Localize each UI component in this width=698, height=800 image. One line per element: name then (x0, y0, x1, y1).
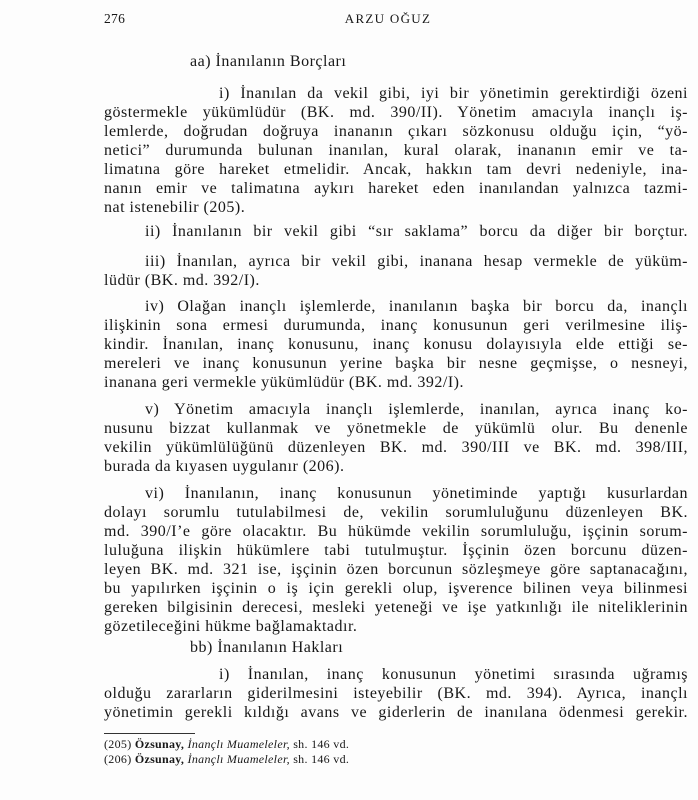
paragraph-aa-iii (104, 252, 688, 290)
paragraph-line: yönetimin gerekli kıldığı avans ve giderlerin de inanılana ödenmesi gerekir. (104, 704, 688, 721)
footnote-pages: sh. 146 vd. (293, 737, 350, 751)
paragraph-line: ii) İnanılanın bir vekil gibi “sır saklama” borcu da diğer bir borçtur. (145, 223, 688, 240)
paragraph-line: ilişkinin sona ermesi durumunda, inanç konusunun geri verilmesine iliş- (104, 317, 688, 334)
paragraph-line: nanın emir ve talimatına aykırı hareket eden inanılandan yalnızca tazmi- (104, 180, 688, 197)
paragraph-aa-v (104, 400, 688, 476)
paragraph-aa-ii (104, 222, 688, 241)
paragraph-line: i) İnanılan, inanç konusunun yönetimi sırasında uğramış (219, 666, 688, 683)
paragraph-line: i) İnanılan da vekil gibi, iyi bir yönetimin gerektirdiği özeni (219, 85, 688, 102)
footnote (104, 737, 349, 752)
paragraph-line: vi) İnanılanın, inanç konusunun yönetiminde yaptığı kusurlardan (145, 485, 688, 502)
paragraph-line: lemlerde, doğrudan doğruya inananın çıkarı sözkonusu olduğu için, “yö- (104, 123, 688, 140)
footnote-author: Özsunay, (134, 752, 185, 766)
paragraph-aa-iv (104, 297, 688, 392)
paragraph-line: iii) İnanılan, ayrıca bir vekil gibi, inanana hesap vermekle de yüküm- (145, 253, 688, 270)
paragraph-line: inanana geri vermekle yükümlüdür (BK. md. 392/I). (104, 374, 464, 391)
paragraph-line: göstermekle yükümlüdür (BK. md. 390/II). Yönetim amacıyla inançlı iş- (104, 104, 688, 121)
paragraph-line: dolayı sorumlu tutulabilmesi de, vekilin sorumluluğunu düzenleyen BK. (104, 504, 688, 521)
paragraph-line: olduğu zararların giderilmesini isteyebilir (BK. md. 394). Ayrıca, inançlı (104, 685, 688, 702)
page-number: 276 (104, 11, 126, 26)
paragraph-line: mereleri ve inanç konusunun yerine başka bir nesne geçmişse, o nesneyi, (104, 355, 688, 372)
footnote-title: İnançlı Muameleler, (187, 752, 290, 766)
paragraph-aa-i (104, 84, 688, 217)
footnote-title: İnançlı Muameleler, (187, 737, 290, 751)
paragraph-line: limatına göre hareket etmelidir. Ancak, hakkın tam devri nedeniyle, ina- (104, 161, 688, 178)
paragraph-line: netici” durumunda bulunan inanılan, kural olarak, inananın emir ve ta- (104, 142, 688, 159)
section-heading-bb: bb) İnanılanın Hakları (190, 639, 344, 656)
paragraph-line: bu yapılırken işçinin o iş için gerekli olup, işverence bilinen veya bilinmesi (104, 580, 688, 597)
footnote-author: Özsunay, (134, 737, 185, 751)
paragraph-line: gereken bilgisinin derecesi, mesleki yeteneği ve işe yatkınlığı ile niteliklerinin (104, 599, 688, 616)
running-head: ARZU OĞUZ (344, 11, 432, 26)
paragraph-line: kindir. İnanılan, inanç konusunu, inanç konusu dolayısıyla elde ettiği se- (104, 336, 688, 353)
paragraph-line: leyen BK. md. 321 ise, işçinin özen borcunun sözleşmeye göre saptanacağını, (104, 561, 688, 578)
paragraph-line: gözetileceğini hükme bağlamaktadır. (104, 618, 358, 635)
footnote-number: (206) (104, 752, 132, 766)
paragraph-bb-i (104, 665, 688, 722)
section-heading-aa: aa) İnanılanın Borçları (190, 53, 347, 70)
paragraph-line: iv) Olağan inançlı işlemlerde, inanılanın başka bir borcu da, inançlı (145, 298, 688, 315)
paragraph-line: burada da kıyasen uygulanır (206). (104, 458, 345, 475)
paragraph-line: md. 390/I’e göre olacaktır. Bu hükümde vekilin sorumluluğu, işçinin sorum- (104, 523, 688, 540)
footnote-rule (104, 733, 195, 734)
paragraph-line: vekilin yükümlülüğünü düzenleyen BK. md. 390/III ve BK. md. 398/III, (104, 439, 688, 456)
paragraph-line: lüdür (BK. md. 392/I). (104, 272, 260, 289)
paragraph-line: luluğuna ilişkin hükümlere tabi tutulmuştur. İşçinin özen borcunu düzen- (104, 542, 688, 559)
paragraph-line: nat istenebilir (205). (104, 199, 246, 216)
footnote-number: (205) (104, 737, 132, 751)
paragraph-aa-vi (104, 484, 688, 636)
paragraph-line: nusunu bizzat kullanmak ve yönetmekle de yükümlü olur. Bu denenle (104, 420, 688, 437)
paragraph-line: v) Yönetim amacıyla inançlı işlemlerde, inanılan, ayrıca inanç ko- (145, 401, 688, 418)
footnote-pages: sh. 146 vd. (293, 752, 350, 766)
footnote (104, 752, 349, 767)
